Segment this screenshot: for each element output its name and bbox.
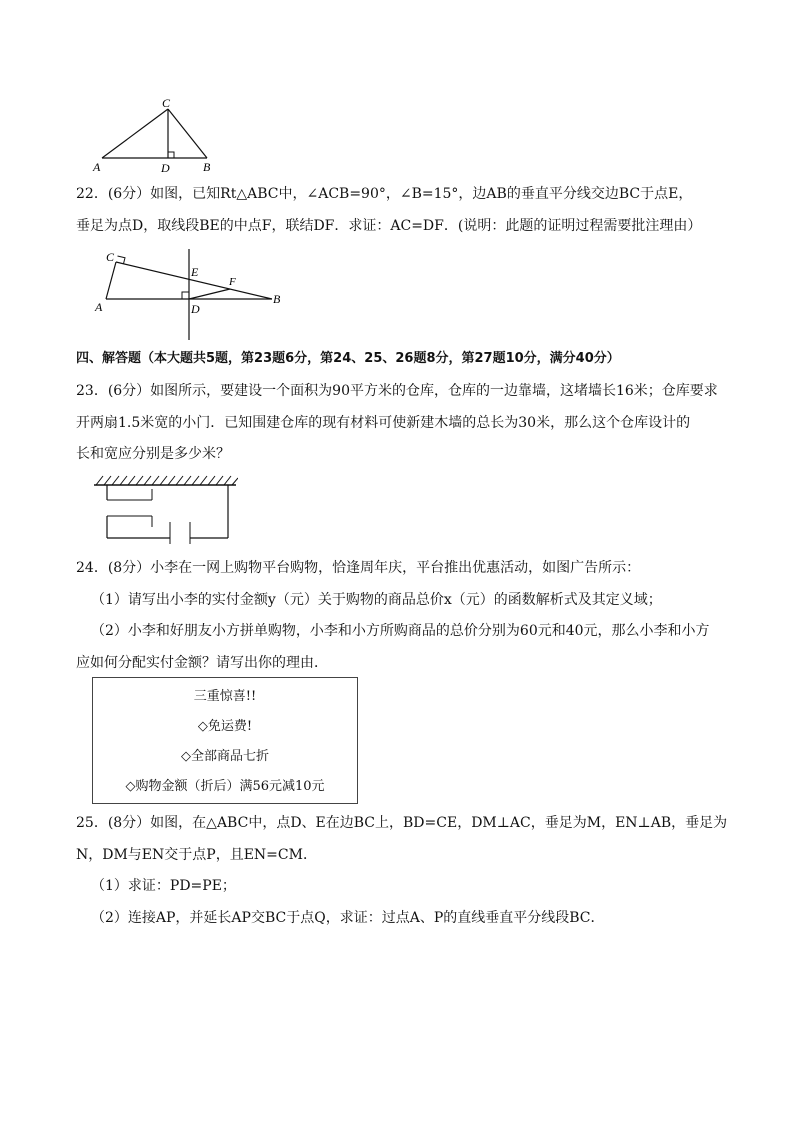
q24-part2-line2: 应如何分配实付金额？请写出你的理由． [76, 655, 328, 671]
q22-figure [92, 245, 292, 341]
label-a: A [95, 300, 103, 314]
q25-line2: N，DM与EN交于点P，且EN=CM． [76, 847, 317, 863]
ad-item-discount: ◇全部商品七折 [181, 749, 269, 764]
q24-line1: 24．(8分）小李在一网上购物平台购物，恰逢周年庆，平台推出优惠活动，如图广告所示： [76, 560, 641, 576]
ad-item-coupon: ◇购物金额（折后）满56元减10元 [125, 779, 325, 794]
wall-hatching [96, 476, 238, 485]
q24-part2-line1: （2）小李和好朋友小方拼单购物，小李和小方所购商品的总价分别为60元和40元，那么小李和小方 [91, 623, 710, 639]
label-d: D [161, 161, 170, 175]
label-a: A [93, 160, 101, 174]
warehouse-figure [92, 472, 238, 548]
label-b: B [273, 292, 281, 306]
label-b: B [203, 160, 211, 174]
q24-part1: （1）请写出小李的实付金额y（元）关于购物的商品总价x（元）的函数解析式及其定义域； [91, 592, 662, 608]
label-f: F [229, 276, 236, 288]
segment-cb [168, 109, 207, 158]
q23-line1: 23．(6分）如图所示，要建设一个面积为90平方米的仓库，仓库的一边靠墙，这堵墙长16米；仓库要求 [76, 383, 718, 399]
right-angle-mark [168, 152, 174, 158]
q25-part2: （2）连接AP，并延长AP交BC于点Q，求证：过点A、P的直线垂直平分线段BC． [91, 910, 605, 926]
ad-title: 三重惊喜!! [193, 689, 257, 704]
section-4-heading: 四、解答题（本大题共5题，第23题6分，第24、25、26题8分，第27题10分，满分40分） [76, 351, 620, 366]
q22-line2: 垂足为点D，取线段BE的中点F，联结DF．求证：AC=DF．(说明：此题的证明过程需要批注理由） [76, 218, 702, 234]
segment-ac [106, 262, 116, 299]
q23-line2: 开两扇1.5米宽的小门．已知围建仓库的现有材料可使新建木墙的总长为30米，那么这个仓库设计的 [76, 415, 691, 431]
label-d: D [191, 302, 200, 316]
right-angle-mark-d [182, 292, 189, 299]
label-e: E [191, 265, 199, 279]
label-c: C [162, 96, 171, 110]
q25-line1: 25．(8分）如图，在△ABC中，点D、E在边BC上，BD=CE，DM⊥AC，垂足为M，EN⊥AB，垂足为 [76, 815, 728, 831]
triangle-abc-altitude-figure [88, 94, 222, 176]
q23-line3: 长和宽应分别是多少米？ [76, 446, 230, 462]
promotion-ad-box [92, 677, 358, 804]
segment-ac [102, 109, 168, 158]
label-c: C [106, 250, 115, 264]
segment-df [189, 289, 230, 299]
q22-line1: 22．(6分）如图，已知Rt△ABC中，∠ACB=90°，∠B=15°，边AB的垂直平分线交边BC于点E， [76, 186, 693, 202]
q25-part1: （1）求证：PD=PE； [91, 878, 236, 894]
ad-item-free-shipping: ◇免运费! [197, 719, 253, 734]
